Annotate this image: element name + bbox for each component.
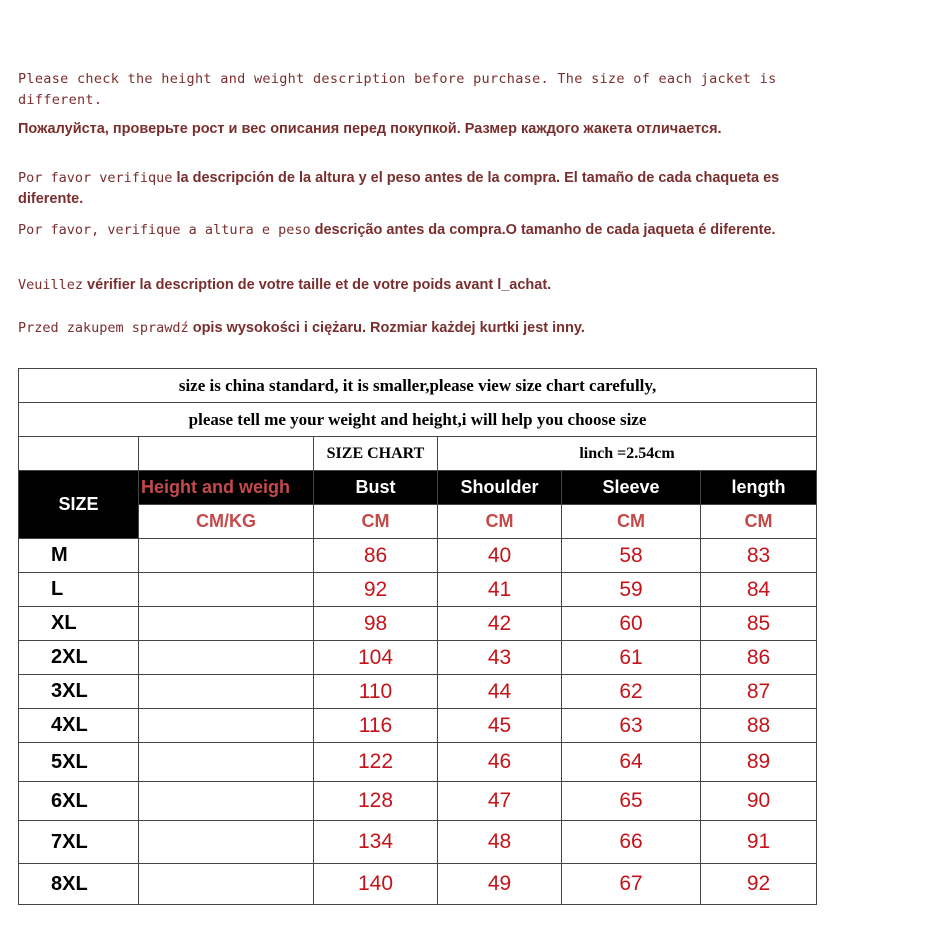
note-polish-part-b: opis wysokości i ciężaru. Rozmiar każdej kurtki jest inny.	[188, 320, 585, 336]
length-value: 83	[701, 539, 817, 573]
table-row	[19, 573, 817, 607]
note-spanish-part-b: la descripción de la altura y el peso antes de la compra. El tamaño de cada chaqueta es diferente.	[18, 170, 780, 207]
table-row	[19, 641, 817, 675]
table-row	[19, 607, 817, 641]
header-sleeve: Sleeve	[562, 471, 701, 505]
inch-conversion: linch =2.54cm	[438, 437, 817, 471]
header-size: SIZE	[19, 471, 139, 539]
banner-line-2: please tell me your weight and height,i will help you choose size	[19, 403, 817, 437]
banner-line-1: size is china standard, it is smaller,please view size chart carefully,	[19, 369, 817, 403]
height-weight-value	[139, 782, 314, 821]
empty-cell	[19, 437, 139, 471]
table-row	[19, 782, 817, 821]
sleeve-value: 65	[562, 782, 701, 821]
bust-value: 104	[314, 641, 438, 675]
note-polish	[18, 318, 818, 339]
table-row	[19, 675, 817, 709]
table-row	[19, 864, 817, 905]
length-value: 87	[701, 675, 817, 709]
table-row	[19, 743, 817, 782]
shoulder-value: 46	[438, 743, 562, 782]
note-russian: Пожалуйста, проверьте рост и вес описания перед покупкой. Размер каждого жакета отличается.	[18, 121, 722, 137]
sleeve-value: 63	[562, 709, 701, 743]
size-chart-label: SIZE CHART	[314, 437, 438, 471]
bust-value: 122	[314, 743, 438, 782]
length-value: 86	[701, 641, 817, 675]
height-weight-value	[139, 743, 314, 782]
height-weight-value	[139, 573, 314, 607]
note-french	[18, 275, 818, 296]
size-label: 4XL	[19, 709, 139, 743]
note-french-part-b: vérifier la description de votre taille et de votre poids avant l_achat.	[83, 277, 552, 293]
height-weight-value	[139, 539, 314, 573]
unit-length: CM	[701, 505, 817, 539]
sleeve-value: 61	[562, 641, 701, 675]
height-weight-value	[139, 641, 314, 675]
bust-value: 134	[314, 821, 438, 864]
shoulder-value: 40	[438, 539, 562, 573]
note-portuguese-part-b: descrição antes da compra.O tamanho de cada jaqueta é diferente.	[310, 222, 776, 238]
header-length: length	[701, 471, 817, 505]
sleeve-value: 60	[562, 607, 701, 641]
shoulder-value: 47	[438, 782, 562, 821]
height-weight-value	[139, 675, 314, 709]
empty-cell	[139, 437, 314, 471]
bust-value: 86	[314, 539, 438, 573]
length-value: 91	[701, 821, 817, 864]
shoulder-value: 43	[438, 641, 562, 675]
bust-value: 140	[314, 864, 438, 905]
height-weight-value	[139, 709, 314, 743]
note-french-part-a: Veuillez	[18, 277, 84, 293]
length-value: 89	[701, 743, 817, 782]
note-english: Please check the height and weight description before purchase. The size of each jacket is different.	[18, 71, 777, 108]
bust-value: 116	[314, 709, 438, 743]
bust-value: 98	[314, 607, 438, 641]
length-value: 85	[701, 607, 817, 641]
unit-height-weight: CM/KG	[139, 505, 314, 539]
sleeve-value: 66	[562, 821, 701, 864]
sleeve-value: 62	[562, 675, 701, 709]
table-row	[19, 821, 817, 864]
header-bust: Bust	[314, 471, 438, 505]
shoulder-value: 45	[438, 709, 562, 743]
shoulder-value: 48	[438, 821, 562, 864]
size-label: 3XL	[19, 675, 139, 709]
size-label: 6XL	[19, 782, 139, 821]
length-value: 92	[701, 864, 817, 905]
note-portuguese-part-a: Por favor, verifique a altura e peso	[18, 222, 311, 238]
height-weight-value	[139, 864, 314, 905]
unit-sleeve: CM	[562, 505, 701, 539]
shoulder-value: 44	[438, 675, 562, 709]
sleeve-value: 59	[562, 573, 701, 607]
bust-value: 110	[314, 675, 438, 709]
length-value: 90	[701, 782, 817, 821]
sleeve-value: 58	[562, 539, 701, 573]
size-label: 8XL	[19, 864, 139, 905]
unit-bust: CM	[314, 505, 438, 539]
shoulder-value: 49	[438, 864, 562, 905]
shoulder-value: 41	[438, 573, 562, 607]
sleeve-value: 67	[562, 864, 701, 905]
unit-shoulder: CM	[438, 505, 562, 539]
table-row	[19, 539, 817, 573]
bust-value: 128	[314, 782, 438, 821]
length-value: 88	[701, 709, 817, 743]
height-weight-value	[139, 607, 314, 641]
header-shoulder: Shoulder	[438, 471, 562, 505]
height-weight-value	[139, 821, 314, 864]
size-label: 5XL	[19, 743, 139, 782]
size-label: 7XL	[19, 821, 139, 864]
size-label: XL	[19, 607, 139, 641]
size-label: M	[19, 539, 139, 573]
note-polish-part-a: Przed zakupem sprawdź	[18, 320, 189, 336]
note-spanish-part-a: Por favor verifique	[18, 170, 173, 186]
header-height-weight: Height and weigh	[139, 471, 314, 505]
sleeve-value: 64	[562, 743, 701, 782]
size-label: L	[19, 573, 139, 607]
bust-value: 92	[314, 573, 438, 607]
note-portuguese	[18, 220, 818, 241]
table-row	[19, 709, 817, 743]
shoulder-value: 42	[438, 607, 562, 641]
note-spanish	[18, 168, 818, 210]
size-label: 2XL	[19, 641, 139, 675]
size-chart-table	[18, 368, 817, 905]
length-value: 84	[701, 573, 817, 607]
